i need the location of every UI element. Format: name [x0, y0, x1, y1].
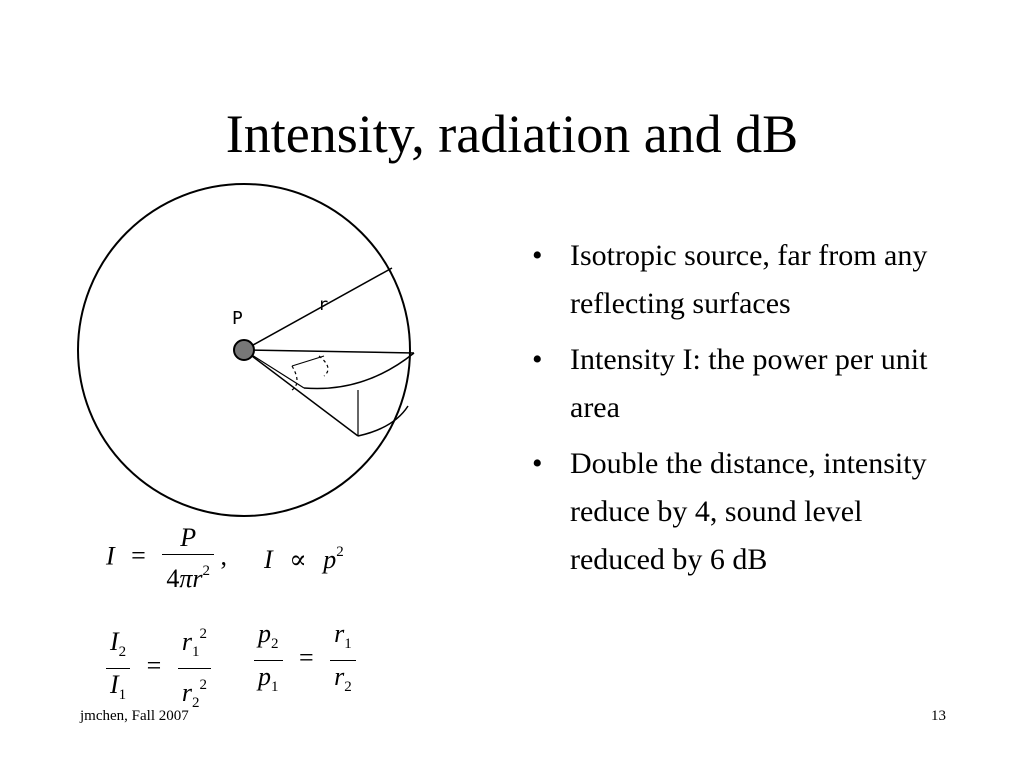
patch-arc-bottom: [358, 406, 408, 436]
subscript: 1: [271, 679, 279, 695]
subscript: 1: [191, 644, 200, 660]
bullet-text: Isotropic source, far from any reflecting surfaces: [570, 239, 928, 320]
inner-dashed-arc-2: [319, 356, 328, 376]
den-coef: 4: [166, 564, 180, 593]
equals-sign: =: [131, 541, 146, 571]
fraction: [162, 522, 214, 595]
bullet-text: Double the distance, intensity reduce by 4, sound level reduced by 6 dB: [570, 447, 927, 576]
formula-intensity: [106, 522, 227, 595]
bullet-icon: •: [532, 239, 543, 272]
fraction-numerator: [178, 618, 211, 668]
equals-sign: =: [146, 651, 162, 681]
fraction-numerator: [106, 626, 130, 668]
fraction: [330, 618, 356, 703]
inner-edge: [292, 356, 324, 366]
exponent: 2: [199, 626, 207, 642]
page-number: 13: [931, 708, 946, 724]
fraction-numerator: P: [180, 523, 197, 552]
bullet-text: Intensity I: the power per unit area: [570, 343, 928, 424]
formula-symbol: I: [106, 541, 115, 571]
den-r: r: [192, 564, 203, 593]
fraction: [178, 618, 211, 719]
fraction: [106, 626, 130, 711]
bullet-icon: •: [532, 447, 543, 480]
sym: r: [181, 627, 192, 656]
source-point: [234, 340, 254, 360]
subscript: 2: [344, 679, 352, 695]
formula-symbol: I: [264, 545, 273, 574]
fraction-denominator: [330, 661, 356, 703]
slide-title: Intensity, radiation and dB: [225, 104, 799, 164]
sphere-radiation-diagram: [74, 178, 424, 518]
subscript: 2: [191, 695, 200, 711]
fraction-denominator: [162, 555, 214, 595]
subscript: 1: [118, 687, 127, 703]
fraction-denominator: [254, 661, 283, 703]
sym: I: [110, 670, 119, 699]
exponent: 2: [336, 544, 344, 560]
den-pi: π: [179, 564, 193, 593]
bullet-item: [530, 440, 950, 584]
formula-symbol: p: [323, 545, 337, 574]
proportional-sign: ∝: [289, 545, 307, 574]
sym: p: [258, 662, 271, 691]
sym: r: [334, 662, 345, 691]
formula-pressure-ratio: [254, 618, 356, 703]
separator-comma: ,: [220, 541, 227, 571]
bullet-list: [530, 232, 950, 592]
sym: p: [258, 619, 271, 648]
sym: r: [334, 619, 345, 648]
fraction-denominator: [106, 669, 130, 711]
cone-line-upper: [244, 350, 414, 353]
radius-label: r: [318, 295, 329, 315]
fraction-numerator: [254, 618, 283, 660]
den-exp: 2: [202, 563, 210, 579]
sym: I: [110, 627, 119, 656]
equals-sign: =: [299, 643, 314, 673]
fraction-numerator: [330, 618, 356, 660]
formula-proportional: [264, 544, 344, 575]
sym: r: [181, 678, 192, 707]
bullet-icon: •: [532, 343, 543, 376]
bullet-item: [530, 336, 950, 432]
point-label: P: [232, 308, 243, 329]
bullet-item: [530, 232, 950, 328]
formula-intensity-ratio: [106, 618, 211, 719]
subscript: 1: [344, 636, 352, 652]
fraction: [254, 618, 283, 703]
patch-arc-top: [304, 353, 414, 389]
footer-author: jmchen, Fall 2007: [80, 708, 189, 724]
subscript: 2: [118, 644, 127, 660]
subscript: 2: [271, 636, 279, 652]
exponent: 2: [199, 677, 207, 693]
